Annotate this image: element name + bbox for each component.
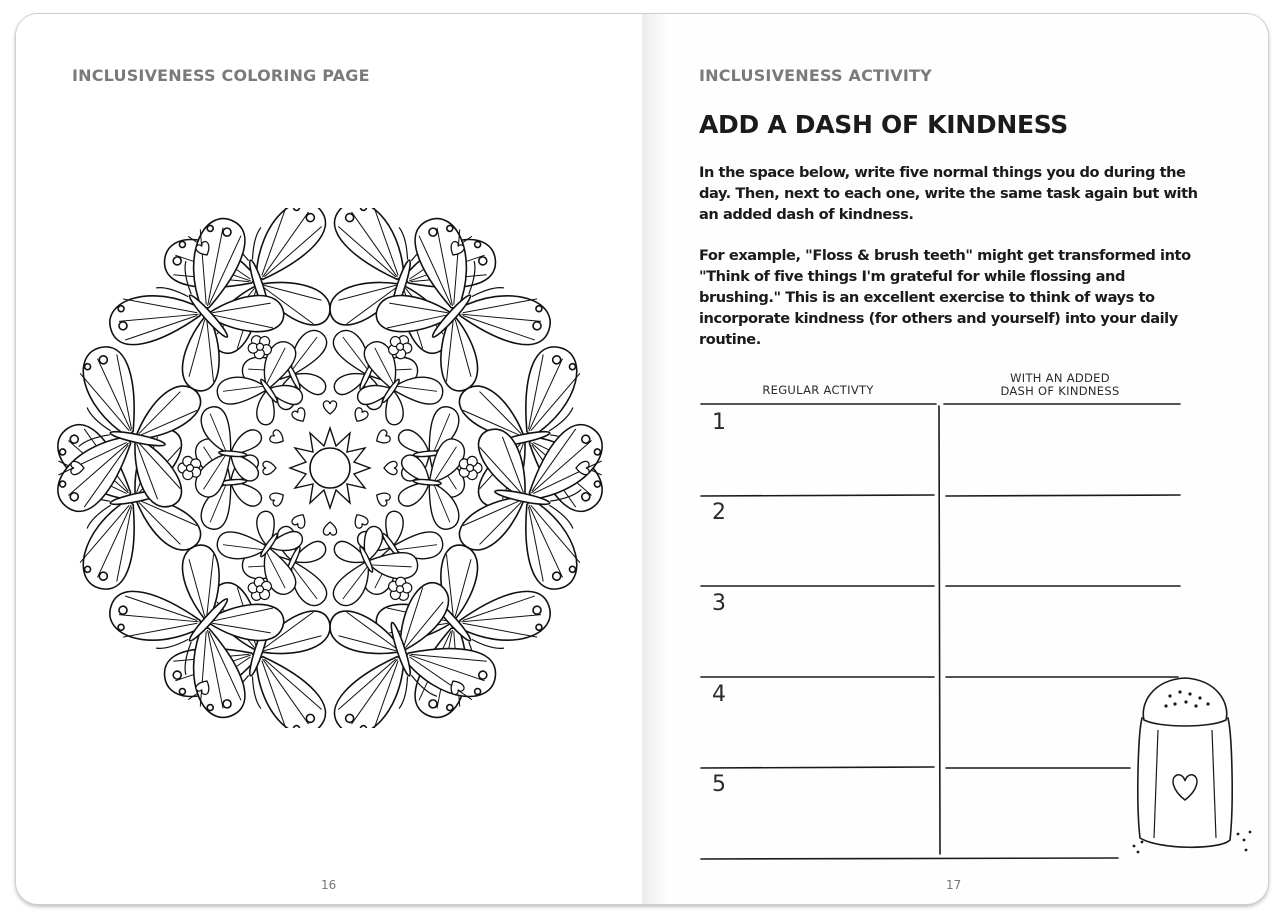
row-number-3: 3 xyxy=(712,591,726,616)
row-number-2: 2 xyxy=(712,500,726,525)
book-spread xyxy=(16,14,1268,904)
instructions-paragraph: In the space below, write five normal things you do during the day. Then, next to each one, write the same task again but with an added dash of kindness. xyxy=(699,164,1198,223)
column-header-regular: REGULAR ACTIVTY xyxy=(762,383,874,397)
salt-shaker-icon xyxy=(1130,674,1260,874)
page-number-right: 17 xyxy=(946,878,962,892)
butterfly-mandala-illustration xyxy=(50,208,610,728)
page-number-left: 16 xyxy=(321,878,337,892)
example-paragraph: For example, "Floss & brush teeth" might get transformed into "Think of five things I'm grateful for while flossing and brushing." This is an excellent exercise to think of ways to incorporate kindness (for others and yourself) into your daily routine. xyxy=(699,247,1191,348)
activity-title: ADD A DASH OF KINDNESS xyxy=(699,110,1069,139)
book-fold-shadow xyxy=(642,14,668,904)
activity-page-header: INCLUSIVENESS ACTIVITY xyxy=(699,66,932,85)
row-number-5: 5 xyxy=(712,772,726,797)
coloring-page-header: INCLUSIVENESS COLORING PAGE xyxy=(72,66,370,85)
row-number-1: 1 xyxy=(712,410,726,435)
column-header-kindness xyxy=(960,372,1160,398)
right-page xyxy=(642,14,1268,904)
row-number-4: 4 xyxy=(712,682,726,707)
left-page xyxy=(16,14,642,904)
column-header-kindness-line-1: WITH AN ADDED xyxy=(1010,371,1110,385)
column-header-kindness-line-2: DASH OF KINDNESS xyxy=(1000,384,1120,398)
